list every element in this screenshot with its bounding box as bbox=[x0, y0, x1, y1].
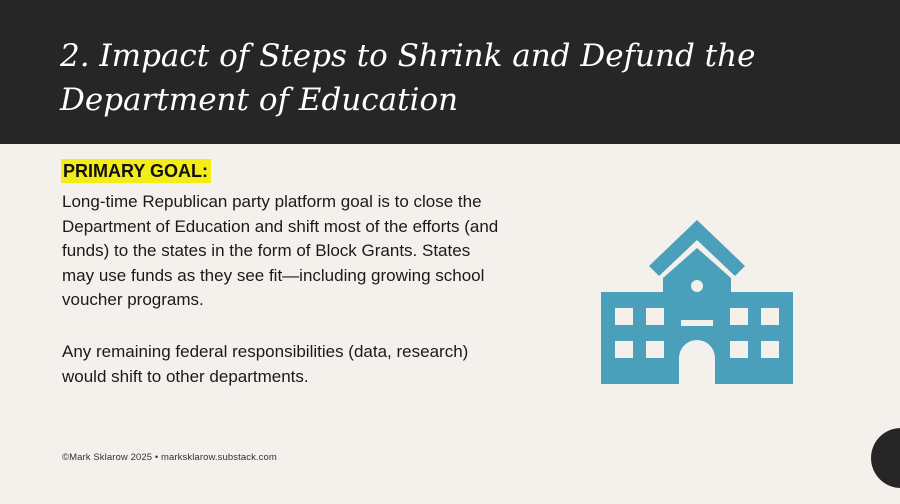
school-building-icon bbox=[601, 218, 793, 386]
primary-goal-text: Long-time Republican party platform goal is to close the Department of Education and shift most of the efforts (and funds) to the states in the form of Block Grants. States may use funds as they see fit—including growing school voucher programs. bbox=[62, 192, 499, 309]
corner-decoration bbox=[871, 428, 900, 488]
remaining-responsibilities-text: Any remaining federal responsibilities (data, research) would shift to other departments. bbox=[62, 342, 469, 386]
slide-title: 2. Impact of Steps to Shrink and Defund the Department of Education bbox=[60, 38, 756, 118]
slide-header bbox=[0, 0, 900, 144]
slide-footer: ©Mark Sklarow 2025 • marksklarow.substack.com bbox=[62, 452, 277, 463]
primary-goal-label: PRIMARY GOAL: bbox=[61, 159, 211, 183]
